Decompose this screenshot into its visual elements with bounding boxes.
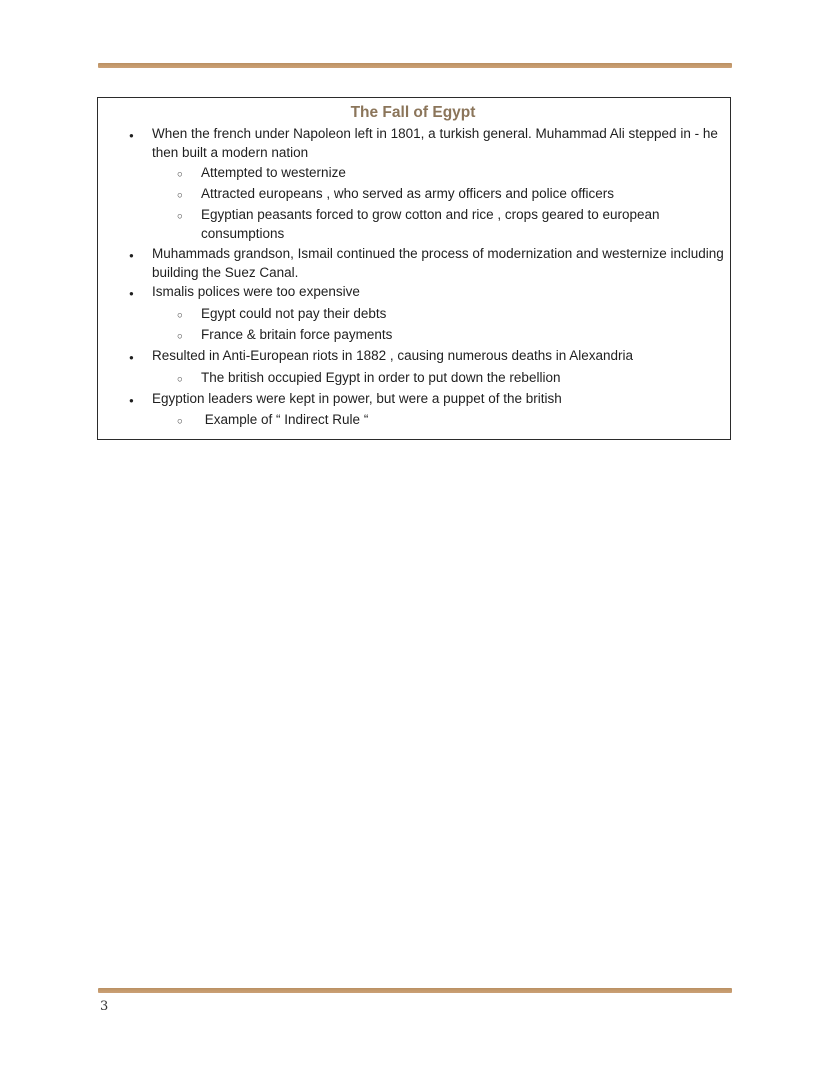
bullet-hollow-icon: ○ [177,189,183,201]
list-item [98,244,728,283]
list-item [98,389,728,410]
list-item-text: Egyptian peasants forced to grow cotton and rice , crops geared to european consumptions [201,207,660,242]
list-item-text: Example of “ Indirect Rule “ [201,412,369,428]
bullet-hollow-icon: ○ [177,330,183,342]
bottom-horizontal-rule [98,988,732,993]
list-item-text: Attempted to westernize [201,164,346,180]
notes-list [98,124,728,431]
list-item-text: Egypt could not pay their debts [201,305,387,321]
bullet-hollow-icon: ○ [177,416,183,428]
list-item [98,346,728,367]
list-item [98,325,728,346]
list-item [98,184,728,205]
bullet-hollow-icon: ○ [177,373,183,385]
list-item-text: Muhammads grandson, Ismail continued the process of modernization and westernize including building the Suez Canal. [152,245,724,281]
list-item [98,304,728,325]
list-item-text: Ismalis polices were too expensive [152,284,360,300]
list-item-text: When the french under Napoleon left in 1801, a turkish general. Muhammad Ali stepped in - he then built a modern nation [152,126,718,161]
page-title: The Fall of Egypt [350,104,476,121]
bullet-filled-icon: ● [129,131,134,140]
list-item-text: The british occupied Egypt in order to put down the rebellion [201,369,561,385]
bullet-filled-icon: ● [129,353,134,363]
bullet-filled-icon: ● [129,289,134,299]
list-item-text: Attracted europeans , who served as army officers and police officers [201,185,614,201]
top-horizontal-rule [98,63,732,68]
list-item [98,282,728,303]
list-item [98,410,728,431]
bullet-hollow-icon: ○ [177,168,183,180]
bullet-filled-icon: ● [129,250,134,260]
list-item [98,368,728,389]
bullet-hollow-icon: ○ [177,211,183,223]
bullet-hollow-icon: ○ [177,309,183,321]
list-item [98,205,728,244]
bullet-filled-icon: ● [129,395,134,405]
notes-box [97,97,731,440]
page-number: 3 [100,999,109,1014]
list-item-text: Egyption leaders were kept in power, but were a puppet of the british [152,390,562,406]
list-item-text: France & britain force payments [201,326,393,342]
list-item [98,124,728,163]
list-item [98,163,728,184]
list-item-text: Resulted in Anti-European riots in 1882 , causing numerous deaths in Alexandria [152,348,634,364]
